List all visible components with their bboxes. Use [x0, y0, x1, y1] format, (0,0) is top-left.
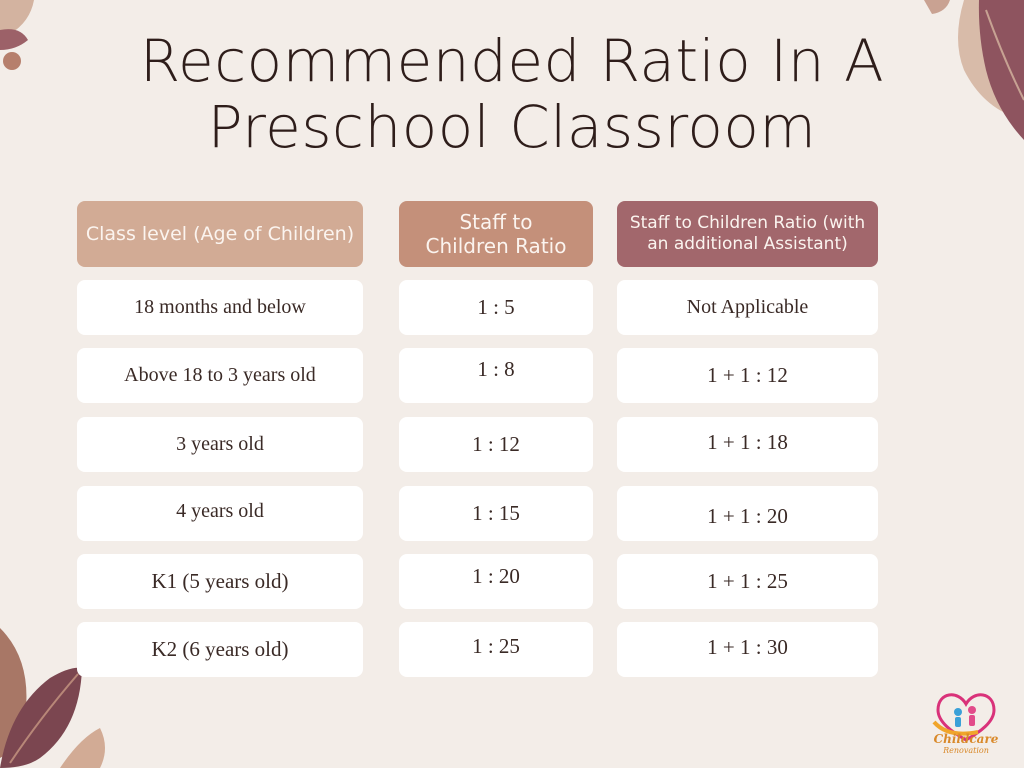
title-line-1: Recommended Ratio In A — [139, 27, 885, 95]
header-assisted-ratio: Staff to Children Ratio (with an additional Assistant) — [617, 201, 878, 267]
page-title — [0, 28, 1024, 160]
title-line-2: Preschool Classroom — [207, 93, 817, 161]
staff-ratio-cell: 1 : 12 — [399, 417, 593, 472]
staff-ratio-cell: 1 : 8 — [399, 348, 593, 403]
staff-ratio-cell: 1 : 20 — [399, 554, 593, 609]
staff-ratio-cell: 1 : 25 — [399, 622, 593, 677]
class-level-cell: 3 years old — [77, 417, 363, 472]
staff-ratio-cell: 1 : 15 — [399, 486, 593, 541]
staff-ratio-cell: 1 : 5 — [399, 280, 593, 335]
class-level-cell: K1 (5 years old) — [77, 554, 363, 609]
class-level-cell: 4 years old — [77, 486, 363, 541]
class-level-cell: 18 months and below — [77, 280, 363, 335]
assisted-ratio-cell: 1 + 1 : 25 — [617, 554, 878, 609]
assisted-ratio-cell: 1 + 1 : 12 — [617, 348, 878, 403]
assisted-ratio-cell: 1 + 1 : 20 — [617, 486, 878, 541]
class-level-cell: K2 (6 years old) — [77, 622, 363, 677]
logo-subtitle: Renovation — [943, 746, 989, 755]
class-level-cell: Above 18 to 3 years old — [77, 348, 363, 403]
header-class-level: Class level (Age of Children) — [77, 201, 363, 267]
assisted-ratio-cell: 1 + 1 : 18 — [617, 417, 878, 472]
logo-name: Childcare — [933, 732, 999, 746]
header-staff-ratio: Staff to Children Ratio — [399, 201, 593, 267]
assisted-ratio-cell: 1 + 1 : 30 — [617, 622, 878, 677]
assisted-ratio-cell: Not Applicable — [617, 280, 878, 335]
